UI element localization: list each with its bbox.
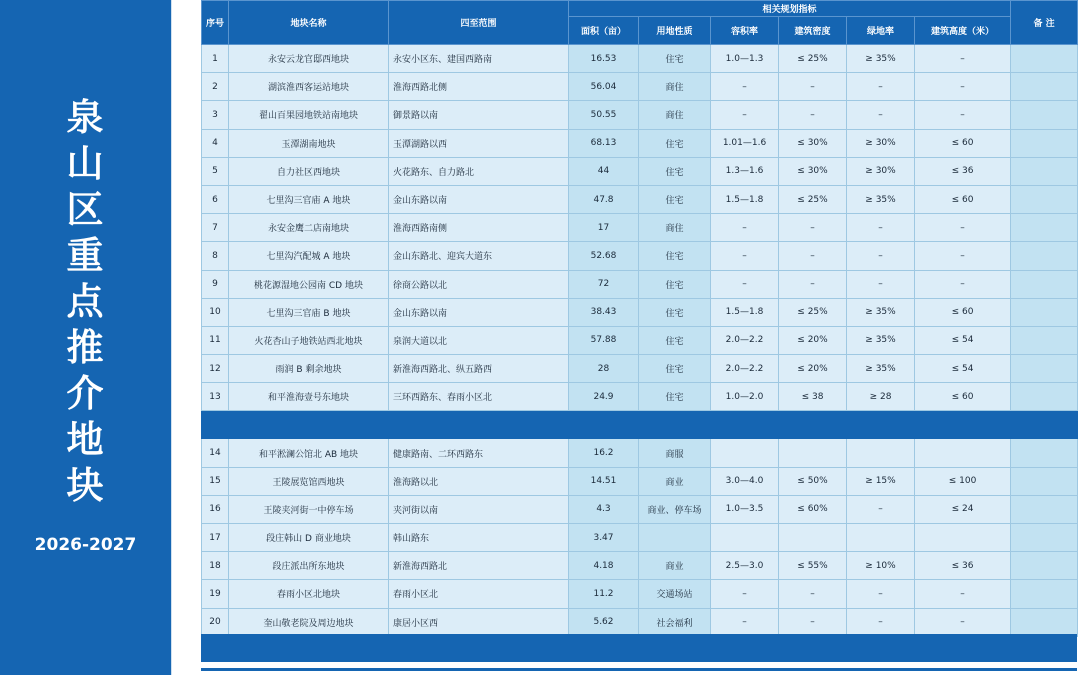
cell-area: 14.51 <box>569 467 639 495</box>
cell-remark <box>1011 214 1078 242</box>
cell-use <box>639 524 711 552</box>
cell-bounds: 永安小区东、建国西路南 <box>389 45 569 73</box>
year-range: 2026-2027 <box>34 535 137 555</box>
header-height: 建筑高度（米） <box>915 17 1011 45</box>
cell-far: 1.0—3.5 <box>711 495 779 523</box>
cell-bounds: 玉潭湖路以西 <box>389 129 569 157</box>
cell-green: ≥ 35% <box>847 185 915 213</box>
cell-far: 3.0—4.0 <box>711 467 779 495</box>
cell-area: 16.53 <box>569 45 639 73</box>
cell-index: 10 <box>202 298 229 326</box>
cell-density: – <box>779 270 847 298</box>
cell-name: 自力社区西地块 <box>229 157 389 185</box>
cell-index: 13 <box>202 383 229 411</box>
cell-far: 1.0—2.0 <box>711 383 779 411</box>
cell-remark <box>1011 467 1078 495</box>
cell-height: – <box>915 73 1011 101</box>
cell-area: 4.18 <box>569 552 639 580</box>
cell-height: – <box>915 214 1011 242</box>
cell-name: 段庄韩山 D 商业地块 <box>229 524 389 552</box>
table-separator <box>202 411 1078 439</box>
cell-far: – <box>711 580 779 608</box>
cell-far: – <box>711 73 779 101</box>
cell-height: ≤ 54 <box>915 355 1011 383</box>
header-name: 地块名称 <box>229 1 389 45</box>
cell-remark <box>1011 73 1078 101</box>
cell-remark <box>1011 326 1078 354</box>
title-char: 泉 <box>66 96 105 139</box>
cell-bounds: 新淮海西路北 <box>389 552 569 580</box>
cell-name: 永安金鹰二店南地块 <box>229 214 389 242</box>
header-area: 面积（亩） <box>569 17 639 45</box>
table-row <box>202 270 1078 298</box>
cell-density: – <box>779 580 847 608</box>
cell-bounds: 新淮海西路北、纵五路西 <box>389 355 569 383</box>
cell-use: 住宅 <box>639 383 711 411</box>
cell-green: – <box>847 101 915 129</box>
table-body-residential <box>202 45 1078 411</box>
cell-area: 16.2 <box>569 439 639 467</box>
cell-index: 9 <box>202 270 229 298</box>
cell-bounds: 健康路南、二环西路东 <box>389 439 569 467</box>
cell-name: 奎山敬老院及周边地块 <box>229 608 389 636</box>
cell-bounds: 金山东路北、迎宾大道东 <box>389 242 569 270</box>
cell-use: 住宅 <box>639 326 711 354</box>
cell-area: 11.2 <box>569 580 639 608</box>
cell-index: 11 <box>202 326 229 354</box>
title-char: 点 <box>66 280 105 323</box>
header-planning-group: 相关规划指标 <box>569 1 1011 17</box>
cell-height: ≤ 24 <box>915 495 1011 523</box>
cell-density: – <box>779 242 847 270</box>
cell-index: 1 <box>202 45 229 73</box>
cell-green: ≥ 30% <box>847 129 915 157</box>
cell-far: 1.5—1.8 <box>711 298 779 326</box>
cell-bounds: 夹河街以南 <box>389 495 569 523</box>
header-remark: 备 注 <box>1011 1 1078 45</box>
table-row <box>202 298 1078 326</box>
cell-height: – <box>915 608 1011 636</box>
cell-height: – <box>915 242 1011 270</box>
cell-use: 交通场站 <box>639 580 711 608</box>
cell-bounds: 春雨小区北 <box>389 580 569 608</box>
title-char: 推 <box>66 326 105 369</box>
cell-bounds: 金山东路以南 <box>389 185 569 213</box>
cell-density: ≤ 25% <box>779 185 847 213</box>
cell-bounds: 三环西路东、春雨小区北 <box>389 383 569 411</box>
cell-use: 商业 <box>639 467 711 495</box>
cell-density: ≤ 60% <box>779 495 847 523</box>
footer-line <box>201 668 1077 671</box>
cell-green: – <box>847 73 915 101</box>
cell-use: 住宅 <box>639 45 711 73</box>
cell-name: 和平淮海壹号东地块 <box>229 383 389 411</box>
cell-use: 商住 <box>639 73 711 101</box>
cell-remark <box>1011 355 1078 383</box>
cell-remark <box>1011 129 1078 157</box>
table-row <box>202 157 1078 185</box>
table-row <box>202 355 1078 383</box>
cell-height <box>915 524 1011 552</box>
cell-green: ≥ 30% <box>847 157 915 185</box>
table-row <box>202 73 1078 101</box>
cell-index: 3 <box>202 101 229 129</box>
cell-index: 19 <box>202 580 229 608</box>
header-bounds: 四至范围 <box>389 1 569 45</box>
cell-far: 1.3—1.6 <box>711 157 779 185</box>
cell-area: 47.8 <box>569 185 639 213</box>
title-char: 介 <box>66 372 105 415</box>
cell-far: – <box>711 608 779 636</box>
section-separator <box>202 411 1078 439</box>
cell-area: 5.62 <box>569 608 639 636</box>
cell-green: – <box>847 580 915 608</box>
header-index: 序号 <box>202 1 229 45</box>
cell-remark <box>1011 157 1078 185</box>
cell-area: 17 <box>569 214 639 242</box>
table-row <box>202 580 1078 608</box>
cell-bounds: 淮海西路北侧 <box>389 73 569 101</box>
cell-name: 段庄派出所东地块 <box>229 552 389 580</box>
cell-name: 七里沟三官庙 B 地块 <box>229 298 389 326</box>
cell-density: ≤ 50% <box>779 467 847 495</box>
table-row <box>202 101 1078 129</box>
header-far: 容积率 <box>711 17 779 45</box>
cell-green: – <box>847 242 915 270</box>
cell-remark <box>1011 101 1078 129</box>
cell-remark <box>1011 580 1078 608</box>
title-char: 山 <box>66 142 105 185</box>
cell-green: ≥ 15% <box>847 467 915 495</box>
cell-bounds: 徐商公路以北 <box>389 270 569 298</box>
cell-index: 17 <box>202 524 229 552</box>
cell-area: 4.3 <box>569 495 639 523</box>
cell-green: ≥ 35% <box>847 298 915 326</box>
table-row <box>202 467 1078 495</box>
cell-remark <box>1011 383 1078 411</box>
cell-height: ≤ 60 <box>915 383 1011 411</box>
cell-index: 4 <box>202 129 229 157</box>
table-row <box>202 326 1078 354</box>
cell-name: 雨润 B 剩余地块 <box>229 355 389 383</box>
table-row <box>202 552 1078 580</box>
cell-height: ≤ 54 <box>915 326 1011 354</box>
cell-index: 12 <box>202 355 229 383</box>
cell-bounds: 御景路以南 <box>389 101 569 129</box>
cell-name: 玉潭湖南地块 <box>229 129 389 157</box>
cell-green: – <box>847 608 915 636</box>
cell-remark <box>1011 552 1078 580</box>
cell-name: 七里沟汽配城 A 地块 <box>229 242 389 270</box>
cell-density: ≤ 30% <box>779 129 847 157</box>
cell-green: ≥ 28 <box>847 383 915 411</box>
cell-far: 1.5—1.8 <box>711 185 779 213</box>
cell-far: 2.0—2.2 <box>711 326 779 354</box>
cell-green: ≥ 35% <box>847 45 915 73</box>
cell-density: – <box>779 214 847 242</box>
cell-index: 14 <box>202 439 229 467</box>
cell-far <box>711 524 779 552</box>
cell-density: – <box>779 608 847 636</box>
cell-area: 44 <box>569 157 639 185</box>
cell-height: ≤ 36 <box>915 157 1011 185</box>
cell-area: 72 <box>569 270 639 298</box>
cell-bounds: 淮海西路南侧 <box>389 214 569 242</box>
cell-area: 57.88 <box>569 326 639 354</box>
header-use: 用地性质 <box>639 17 711 45</box>
cell-far: 1.01—1.6 <box>711 129 779 157</box>
cell-remark <box>1011 242 1078 270</box>
cell-remark <box>1011 270 1078 298</box>
cell-name: 王陵展览馆西地块 <box>229 467 389 495</box>
cell-area: 3.47 <box>569 524 639 552</box>
cell-bounds: 康居小区西 <box>389 608 569 636</box>
cell-green: – <box>847 495 915 523</box>
cell-green: ≥ 35% <box>847 326 915 354</box>
cell-far: – <box>711 242 779 270</box>
cell-area: 50.55 <box>569 101 639 129</box>
cell-use: 商住 <box>639 214 711 242</box>
cell-use: 住宅 <box>639 298 711 326</box>
cell-use: 住宅 <box>639 355 711 383</box>
cell-remark <box>1011 608 1078 636</box>
cell-green: ≥ 10% <box>847 552 915 580</box>
cell-remark <box>1011 185 1078 213</box>
cell-green <box>847 524 915 552</box>
cell-index: 16 <box>202 495 229 523</box>
table-row <box>202 242 1078 270</box>
cell-bounds: 金山东路以南 <box>389 298 569 326</box>
cell-index: 18 <box>202 552 229 580</box>
cell-bounds: 韩山路东 <box>389 524 569 552</box>
sidebar <box>0 0 171 675</box>
cell-height: ≤ 36 <box>915 552 1011 580</box>
title-char: 块 <box>66 464 105 507</box>
cell-name: 七里沟三官庙 A 地块 <box>229 185 389 213</box>
cell-name: 火花杏山子地铁站西北地块 <box>229 326 389 354</box>
table-row <box>202 129 1078 157</box>
header-density: 建筑密度 <box>779 17 847 45</box>
cell-density: ≤ 25% <box>779 298 847 326</box>
table-row <box>202 214 1078 242</box>
cell-name: 和平淞澜公馆北 AB 地块 <box>229 439 389 467</box>
cell-index: 8 <box>202 242 229 270</box>
cell-density: ≤ 20% <box>779 355 847 383</box>
cell-height: ≤ 100 <box>915 467 1011 495</box>
cell-use: 商业、停车场 <box>639 495 711 523</box>
table-row <box>202 608 1078 636</box>
table-body-commercial <box>202 439 1078 636</box>
table-row <box>202 383 1078 411</box>
cell-remark <box>1011 495 1078 523</box>
cell-density: – <box>779 73 847 101</box>
cell-index: 2 <box>202 73 229 101</box>
cell-name: 翟山百果园地铁站南地块 <box>229 101 389 129</box>
title-char: 地 <box>66 418 105 461</box>
cell-name: 桃花源湿地公园南 CD 地块 <box>229 270 389 298</box>
cell-height <box>915 439 1011 467</box>
title-char: 重 <box>66 234 105 277</box>
cell-far <box>711 439 779 467</box>
cell-use: 商服 <box>639 439 711 467</box>
title-char: 区 <box>66 188 105 231</box>
cell-height: ≤ 60 <box>915 298 1011 326</box>
cell-height: – <box>915 270 1011 298</box>
table-row <box>202 439 1078 467</box>
cell-name: 永安云龙官邸西地块 <box>229 45 389 73</box>
land-table-panel <box>201 0 1077 675</box>
cell-far: 1.0—1.3 <box>711 45 779 73</box>
cell-name: 王陵夹河街一中停车场 <box>229 495 389 523</box>
cell-area: 28 <box>569 355 639 383</box>
cell-height: ≤ 60 <box>915 129 1011 157</box>
cell-use: 社会福利 <box>639 608 711 636</box>
cell-density: ≤ 20% <box>779 326 847 354</box>
cell-far: 2.5—3.0 <box>711 552 779 580</box>
cell-area: 56.04 <box>569 73 639 101</box>
table-row <box>202 185 1078 213</box>
cell-bounds: 泉润大道以北 <box>389 326 569 354</box>
cell-index: 5 <box>202 157 229 185</box>
cell-density: ≤ 55% <box>779 552 847 580</box>
cell-density: – <box>779 101 847 129</box>
table-row <box>202 524 1078 552</box>
cell-area: 52.68 <box>569 242 639 270</box>
cell-density: ≤ 30% <box>779 157 847 185</box>
cell-green <box>847 439 915 467</box>
cell-far: – <box>711 270 779 298</box>
cell-far: – <box>711 214 779 242</box>
cell-green: – <box>847 214 915 242</box>
cell-remark <box>1011 45 1078 73</box>
cell-use: 住宅 <box>639 185 711 213</box>
cell-index: 20 <box>202 608 229 636</box>
cell-remark <box>1011 439 1078 467</box>
cell-density <box>779 439 847 467</box>
footer-bar <box>201 634 1077 662</box>
land-parcel-table <box>201 0 1078 637</box>
cell-name: 湖滨淮西客运站地块 <box>229 73 389 101</box>
table-row <box>202 45 1078 73</box>
cell-density <box>779 524 847 552</box>
header-green: 绿地率 <box>847 17 915 45</box>
sidebar-divider <box>171 0 172 675</box>
cell-green: ≥ 35% <box>847 355 915 383</box>
cell-use: 住宅 <box>639 157 711 185</box>
cell-area: 38.43 <box>569 298 639 326</box>
cell-bounds: 淮海路以北 <box>389 467 569 495</box>
cell-far: 2.0—2.2 <box>711 355 779 383</box>
page-title <box>0 95 171 509</box>
cell-area: 68.13 <box>569 129 639 157</box>
cell-far: – <box>711 101 779 129</box>
cell-use: 商业 <box>639 552 711 580</box>
cell-index: 7 <box>202 214 229 242</box>
cell-index: 15 <box>202 467 229 495</box>
cell-use: 住宅 <box>639 242 711 270</box>
cell-area: 24.9 <box>569 383 639 411</box>
cell-remark <box>1011 524 1078 552</box>
cell-use: 住宅 <box>639 129 711 157</box>
cell-height: – <box>915 45 1011 73</box>
cell-height: – <box>915 580 1011 608</box>
cell-green: – <box>847 270 915 298</box>
cell-height: ≤ 60 <box>915 185 1011 213</box>
table-row <box>202 495 1078 523</box>
cell-use: 商住 <box>639 101 711 129</box>
cell-density: ≤ 38 <box>779 383 847 411</box>
cell-bounds: 火花路东、自力路北 <box>389 157 569 185</box>
cell-remark <box>1011 298 1078 326</box>
cell-height: – <box>915 101 1011 129</box>
cell-density: ≤ 25% <box>779 45 847 73</box>
cell-index: 6 <box>202 185 229 213</box>
cell-use: 住宅 <box>639 270 711 298</box>
cell-name: 春雨小区北地块 <box>229 580 389 608</box>
